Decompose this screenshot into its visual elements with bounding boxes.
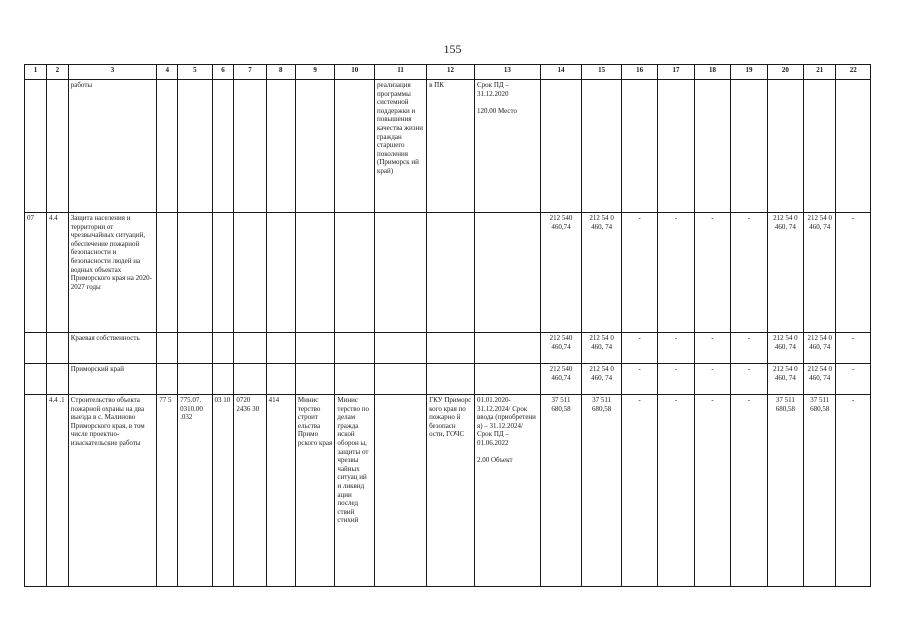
table-cell: Срок ПД – 31.12.2020 120.00 Место [475,80,541,213]
table-cell: - [621,213,657,333]
table-cell: - [694,364,730,395]
header-cell: 12 [427,65,475,80]
table-cell: - [694,333,730,364]
table-cell [178,80,212,213]
table-cell: - [836,364,871,395]
table-cell [295,333,335,364]
header-cell: 14 [540,65,582,80]
header-cell: 7 [234,65,266,80]
table-cell: 212 54 0 460, 74 [582,364,622,395]
table-cell [335,80,375,213]
header-cell: 17 [658,65,694,80]
table-cell: 77 5 [157,395,178,587]
table-cell [266,333,295,364]
table-cell [335,333,375,364]
table-cell: - [836,395,871,587]
table-cell: 07 [25,213,47,333]
table-cell: - [731,213,767,333]
table-cell: 37 511 680,58 [540,395,582,587]
table-cell: 01.01.2020- 31.12.2024/ Срок ввода (приобретени я) – 31.12.2024/ Срок ПД – 01.06.2022 2.00 Объект [475,395,541,587]
table-cell [767,80,803,213]
table-cell: 212 540 460,74 [540,213,582,333]
table-cell [266,364,295,395]
header-cell: 4 [157,65,178,80]
table-cell [25,364,47,395]
header-cell: 19 [731,65,767,80]
table-cell [731,80,767,213]
table-cell [540,80,582,213]
table-cell [335,364,375,395]
table-cell [46,364,68,395]
table-cell: - [836,333,871,364]
table-cell: реализация программы системной поддержки и повышения качества жизни граждан старшего поколения (Приморск ий край) [375,80,427,213]
table-cell: 212 54 0 460, 74 [767,213,803,333]
table-cell [212,213,234,333]
table-cell [375,364,427,395]
table-cell [157,80,178,213]
table-cell: - [658,213,694,333]
table-cell: 212 54 0 460, 74 [767,333,803,364]
table-cell [212,364,234,395]
table-cell: 03 10 [212,395,234,587]
table-cell: 212 54 0 460, 74 [767,364,803,395]
table-cell: - [621,333,657,364]
table-cell [178,333,212,364]
header-cell: 1 [25,65,47,80]
table-cell [295,364,335,395]
table-cell [234,333,266,364]
table-cell [658,80,694,213]
table-row [25,80,871,213]
table-cell [475,213,541,333]
table-cell [25,395,47,587]
table-cell [427,364,475,395]
table-cell: 212 54 0 460, 74 [582,213,622,333]
table-cell: 4.4 [46,213,68,333]
table-cell: работы [68,80,157,213]
table-cell [157,333,178,364]
table-cell: - [621,395,657,587]
table-cell [212,80,234,213]
table-row [25,333,871,364]
table-cell [295,80,335,213]
header-cell: 20 [767,65,803,80]
header-cell: 16 [621,65,657,80]
table-cell: 775.07. 0310.00 .032 [178,395,212,587]
table-cell: 37 511 680,58 [804,395,836,587]
table-cell [266,213,295,333]
table-row [25,395,871,587]
table-cell: 37 511 680,58 [767,395,803,587]
header-cell: 8 [266,65,295,80]
table-cell [178,364,212,395]
table-cell [46,333,68,364]
table-cell: 4.4 .1 [46,395,68,587]
header-cell: 21 [804,65,836,80]
table-cell: - [836,213,871,333]
table-cell: 212 54 0 460, 74 [804,333,836,364]
table-cell [266,80,295,213]
table-cell [234,213,266,333]
table-cell [25,333,47,364]
table-cell [582,80,622,213]
table-cell: Строительство объекта пожарной охраны на два выезда в с. Малиново Приморского края, в том числе проектно-изыскательские работы [68,395,157,587]
document-table [24,64,871,587]
table-cell: 212 540 460,74 [540,333,582,364]
table-cell [475,333,541,364]
table-cell [375,333,427,364]
table-cell: Минис терство строит ельства Примо рского края [295,395,335,587]
header-cell: 11 [375,65,427,80]
table-cell: 212 540 460,74 [540,364,582,395]
table-cell [475,364,541,395]
table-row [25,364,871,395]
table-cell: Защита населения и территории от чрезвычайных ситуаций, обеспечение пожарной безопасности и безопасности людей на водных объектах Приморского края на 2020-2027 годы [68,213,157,333]
table-cell: - [731,395,767,587]
header-row [25,65,871,80]
table-cell [46,80,68,213]
header-cell: 15 [582,65,622,80]
header-cell: 2 [46,65,68,80]
table-cell [178,213,212,333]
table-cell: в ПК [427,80,475,213]
header-cell: 6 [212,65,234,80]
table-cell: 37 511 680,58 [582,395,622,587]
table-cell: - [694,395,730,587]
table-cell [295,213,335,333]
table-cell: 212 54 0 460, 74 [804,213,836,333]
table-cell [157,364,178,395]
table-cell: - [658,395,694,587]
table-row [25,213,871,333]
header-cell: 13 [475,65,541,80]
table-cell [836,80,871,213]
table-cell [234,80,266,213]
table-cell: Минис терство по делам гражда нской оборон ы, защиты от чрезвы чайных ситуац ий и ликвид ации послед ствий стихий [335,395,375,587]
table-cell [427,333,475,364]
table-cell: 212 54 0 460, 74 [582,333,622,364]
table-cell [804,80,836,213]
page-number: 155 [443,42,462,56]
table-cell: Приморский край [68,364,157,395]
header-cell: 3 [68,65,157,80]
table-cell [335,213,375,333]
table-cell [25,80,47,213]
table-cell [157,213,178,333]
table-cell: - [731,364,767,395]
header-cell: 5 [178,65,212,80]
table-cell: Краевая собственность [68,333,157,364]
table-cell [212,333,234,364]
table-cell [375,395,427,587]
table-cell: 414 [266,395,295,587]
table-cell: - [658,364,694,395]
table-cell: - [658,333,694,364]
header-cell: 18 [694,65,730,80]
header-cell: 22 [836,65,871,80]
table-cell [375,213,427,333]
header-cell: 10 [335,65,375,80]
table-cell: - [694,213,730,333]
header-cell: 9 [295,65,335,80]
table-cell: 212 54 0 460, 74 [804,364,836,395]
table-cell [694,80,730,213]
table-cell: - [731,333,767,364]
table-cell: - [621,364,657,395]
table-cell: ГКУ Приморс кого края по пожарно й безопасн ости, ГОЧС [427,395,475,587]
table-cell [234,364,266,395]
table-cell [621,80,657,213]
table-cell: 0720 2436 30 [234,395,266,587]
table-cell [427,213,475,333]
